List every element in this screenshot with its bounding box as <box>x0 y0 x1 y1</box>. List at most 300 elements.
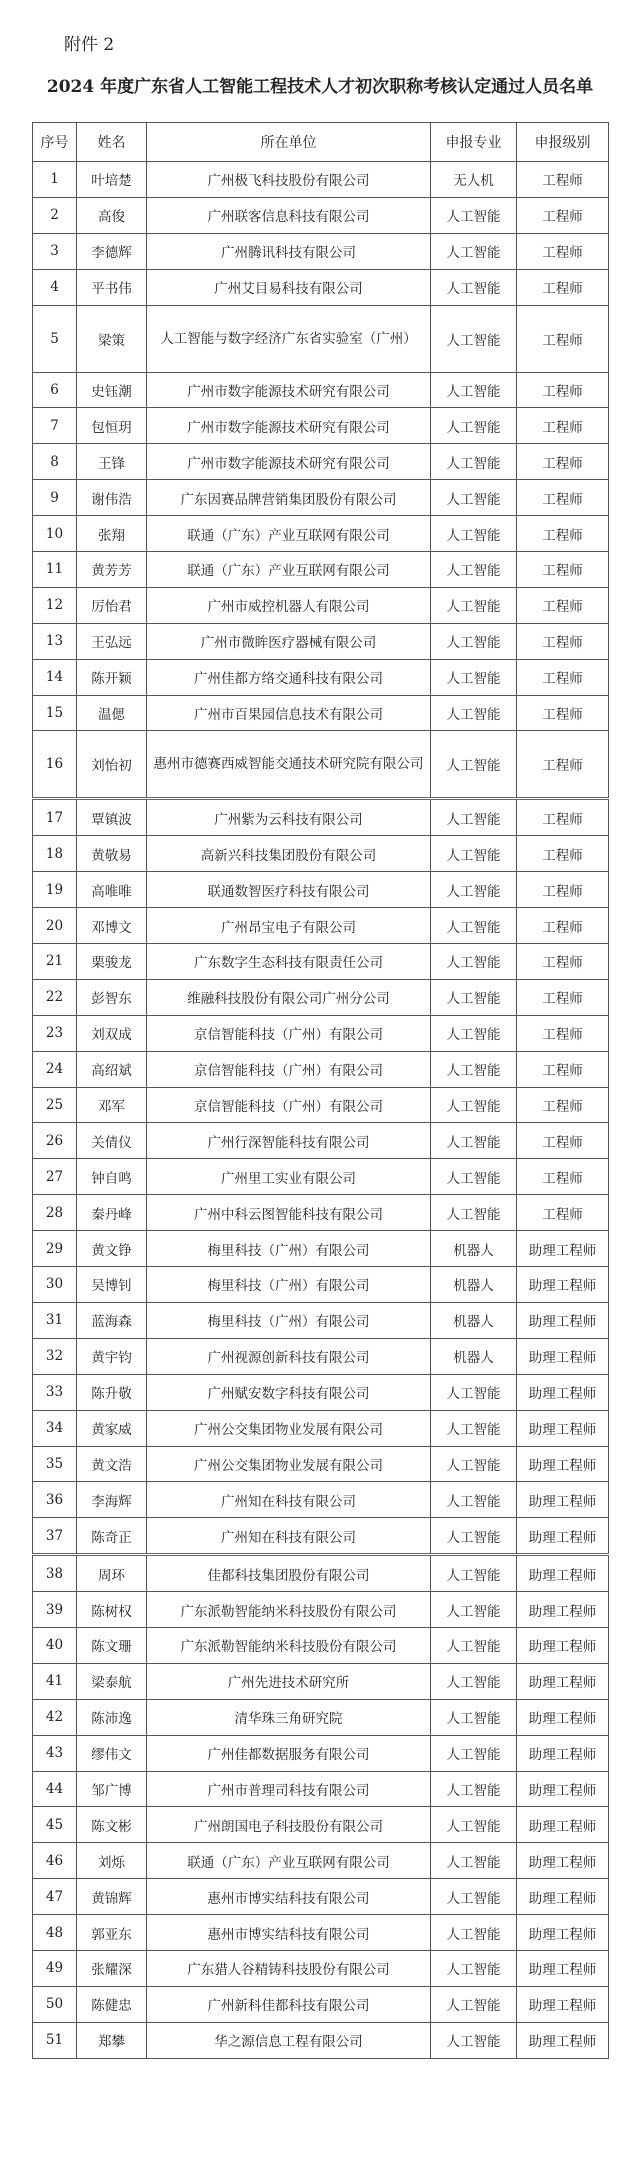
cell-level: 助理工程师 <box>517 1555 609 1592</box>
cell-index: 12 <box>33 587 77 623</box>
table-row <box>33 1123 609 1159</box>
table-row <box>33 979 609 1015</box>
cell-index: 39 <box>33 1592 77 1628</box>
cell-index: 20 <box>33 908 77 944</box>
cell-specialty: 人工智能 <box>431 1195 517 1231</box>
cell-name: 吴博钊 <box>77 1267 147 1303</box>
cell-index: 50 <box>33 1986 77 2022</box>
cell-level: 工程师 <box>517 1159 609 1195</box>
table-row <box>33 587 609 623</box>
cell-level: 助理工程师 <box>517 1771 609 1807</box>
cell-unit: 广州佳都方络交通科技有限公司 <box>147 659 431 695</box>
cell-index: 21 <box>33 944 77 980</box>
cell-specialty: 人工智能 <box>431 1159 517 1195</box>
table-row <box>33 197 609 233</box>
cell-unit: 广州公交集团物业发展有限公司 <box>147 1410 431 1446</box>
table-row <box>33 1950 609 1986</box>
table-row <box>33 1267 609 1303</box>
cell-specialty: 人工智能 <box>431 908 517 944</box>
cell-index: 34 <box>33 1410 77 1446</box>
cell-unit: 广州市数字能源技术研究有限公司 <box>147 444 431 480</box>
table-row <box>33 1231 609 1267</box>
table-row <box>33 836 609 872</box>
table-row <box>33 552 609 588</box>
cell-name: 史钰潮 <box>77 372 147 408</box>
header-unit: 所在单位 <box>147 123 431 162</box>
cell-specialty: 人工智能 <box>431 1771 517 1807</box>
cell-level: 工程师 <box>517 659 609 695</box>
cell-unit: 广州市数字能源技术研究有限公司 <box>147 408 431 444</box>
cell-specialty: 人工智能 <box>431 659 517 695</box>
cell-level: 工程师 <box>517 233 609 269</box>
cell-specialty: 人工智能 <box>431 872 517 908</box>
cell-name: 刘双成 <box>77 1015 147 1051</box>
cell-unit: 广州中科云图智能科技有限公司 <box>147 1195 431 1231</box>
cell-level: 工程师 <box>517 197 609 233</box>
cell-unit: 广东派勒智能纳米科技股份有限公司 <box>147 1592 431 1628</box>
cell-specialty: 人工智能 <box>431 552 517 588</box>
cell-level: 助理工程师 <box>517 1410 609 1446</box>
cell-unit: 广州紫为云科技有限公司 <box>147 799 431 836</box>
cell-index: 26 <box>33 1123 77 1159</box>
cell-name: 彭智东 <box>77 979 147 1015</box>
table-row <box>33 1627 609 1663</box>
table-row <box>33 1015 609 1051</box>
document-title: 2024 年度广东省人工智能工程技术人才初次职称考核认定通过人员名单 <box>46 77 594 97</box>
cell-name: 钟自鸣 <box>77 1159 147 1195</box>
table-row <box>33 1482 609 1518</box>
header-name: 姓名 <box>77 123 147 162</box>
cell-name: 黄锦辉 <box>77 1879 147 1915</box>
cell-unit: 京信智能科技（广州）有限公司 <box>147 1015 431 1051</box>
cell-level: 助理工程师 <box>517 1231 609 1267</box>
cell-specialty: 人工智能 <box>431 2022 517 2058</box>
cell-name: 陈健忠 <box>77 1986 147 2022</box>
cell-specialty: 机器人 <box>431 1338 517 1374</box>
cell-index: 25 <box>33 1087 77 1123</box>
cell-unit: 华之源信息工程有限公司 <box>147 2022 431 2058</box>
cell-level: 助理工程师 <box>517 1267 609 1303</box>
table-row <box>33 1879 609 1915</box>
cell-index: 19 <box>33 872 77 908</box>
cell-unit: 广州赋安数字科技有限公司 <box>147 1374 431 1410</box>
cell-unit: 梅里科技（广州）有限公司 <box>147 1302 431 1338</box>
cell-level: 工程师 <box>517 480 609 516</box>
cell-index: 6 <box>33 372 77 408</box>
cell-unit: 广州昂宝电子有限公司 <box>147 908 431 944</box>
table-row <box>33 799 609 836</box>
table-row <box>33 408 609 444</box>
table-row <box>33 1087 609 1123</box>
cell-unit: 高新兴科技集团股份有限公司 <box>147 836 431 872</box>
cell-specialty: 人工智能 <box>431 1627 517 1663</box>
cell-specialty: 人工智能 <box>431 587 517 623</box>
cell-unit: 广东派勒智能纳米科技股份有限公司 <box>147 1627 431 1663</box>
cell-specialty: 人工智能 <box>431 731 517 799</box>
cell-unit: 京信智能科技（广州）有限公司 <box>147 1087 431 1123</box>
cell-level: 助理工程师 <box>517 1482 609 1518</box>
cell-index: 23 <box>33 1015 77 1051</box>
cell-specialty: 人工智能 <box>431 480 517 516</box>
cell-specialty: 人工智能 <box>431 233 517 269</box>
cell-level: 助理工程师 <box>517 1446 609 1482</box>
cell-index: 35 <box>33 1446 77 1482</box>
cell-level: 工程师 <box>517 444 609 480</box>
table-row <box>33 1986 609 2022</box>
cell-unit: 广州行深智能科技有限公司 <box>147 1123 431 1159</box>
cell-name: 平书伟 <box>77 269 147 305</box>
cell-name: 谢伟浩 <box>77 480 147 516</box>
cell-index: 44 <box>33 1771 77 1807</box>
cell-index: 42 <box>33 1699 77 1735</box>
cell-name: 陈文珊 <box>77 1627 147 1663</box>
cell-level: 工程师 <box>517 1195 609 1231</box>
cell-index: 24 <box>33 1051 77 1087</box>
cell-level: 助理工程师 <box>517 1338 609 1374</box>
cell-unit: 广州里工实业有限公司 <box>147 1159 431 1195</box>
cell-unit: 惠州市德赛西威智能交通技术研究院有限公司 <box>147 731 431 799</box>
cell-unit: 清华珠三角研究院 <box>147 1699 431 1735</box>
cell-specialty: 人工智能 <box>431 1482 517 1518</box>
cell-unit: 广州视源创新科技有限公司 <box>147 1338 431 1374</box>
cell-specialty: 人工智能 <box>431 836 517 872</box>
cell-level: 助理工程师 <box>517 2022 609 2058</box>
cell-specialty: 人工智能 <box>431 944 517 980</box>
cell-name: 温偲 <box>77 695 147 731</box>
cell-name: 邓博文 <box>77 908 147 944</box>
cell-specialty: 人工智能 <box>431 1699 517 1735</box>
table-row <box>33 1374 609 1410</box>
cell-name: 黄家威 <box>77 1410 147 1446</box>
table-row <box>33 944 609 980</box>
cell-unit: 广州先进技术研究所 <box>147 1663 431 1699</box>
cell-index: 51 <box>33 2022 77 2058</box>
cell-index: 32 <box>33 1338 77 1374</box>
table-row <box>33 1518 609 1555</box>
cell-level: 工程师 <box>517 587 609 623</box>
cell-specialty: 人工智能 <box>431 1592 517 1628</box>
table-row <box>33 1302 609 1338</box>
cell-specialty: 人工智能 <box>431 444 517 480</box>
cell-index: 38 <box>33 1555 77 1592</box>
cell-name: 秦丹峰 <box>77 1195 147 1231</box>
table-row <box>33 1159 609 1195</box>
cell-name: 郭亚东 <box>77 1915 147 1951</box>
personnel-table <box>32 122 609 2059</box>
cell-index: 36 <box>33 1482 77 1518</box>
cell-unit: 广东猎人谷精铸科技股份有限公司 <box>147 1950 431 1986</box>
cell-index: 41 <box>33 1663 77 1699</box>
cell-name: 梁泰航 <box>77 1663 147 1699</box>
cell-specialty: 人工智能 <box>431 1663 517 1699</box>
cell-name: 关倩仪 <box>77 1123 147 1159</box>
cell-index: 14 <box>33 659 77 695</box>
cell-name: 周环 <box>77 1555 147 1592</box>
cell-name: 李德辉 <box>77 233 147 269</box>
cell-name: 高俊 <box>77 197 147 233</box>
cell-level: 助理工程师 <box>517 1807 609 1843</box>
table-row <box>33 444 609 480</box>
cell-specialty: 人工智能 <box>431 1555 517 1592</box>
table-row <box>33 1771 609 1807</box>
cell-index: 10 <box>33 516 77 552</box>
cell-index: 40 <box>33 1627 77 1663</box>
cell-level: 助理工程师 <box>517 1663 609 1699</box>
table-row <box>33 1195 609 1231</box>
cell-name: 高绍斌 <box>77 1051 147 1087</box>
cell-level: 工程师 <box>517 908 609 944</box>
cell-specialty: 人工智能 <box>431 305 517 372</box>
table-row <box>33 872 609 908</box>
table-row <box>33 1446 609 1482</box>
cell-unit: 惠州市博实结科技有限公司 <box>147 1915 431 1951</box>
cell-index: 33 <box>33 1374 77 1410</box>
cell-unit: 广州朗国电子科技股份有限公司 <box>147 1807 431 1843</box>
cell-name: 张耀深 <box>77 1950 147 1986</box>
table-row <box>33 269 609 305</box>
cell-name: 高唯唯 <box>77 872 147 908</box>
cell-level: 助理工程师 <box>517 1950 609 1986</box>
table-row <box>33 731 609 799</box>
cell-name: 黄文铮 <box>77 1231 147 1267</box>
cell-index: 9 <box>33 480 77 516</box>
cell-index: 30 <box>33 1267 77 1303</box>
cell-specialty: 无人机 <box>431 162 517 198</box>
cell-level: 工程师 <box>517 1087 609 1123</box>
cell-index: 22 <box>33 979 77 1015</box>
table-header-row <box>33 123 609 162</box>
cell-name: 蓝海森 <box>77 1302 147 1338</box>
cell-specialty: 人工智能 <box>431 1015 517 1051</box>
cell-level: 工程师 <box>517 979 609 1015</box>
cell-index: 15 <box>33 695 77 731</box>
cell-specialty: 人工智能 <box>431 372 517 408</box>
cell-name: 包恒玥 <box>77 408 147 444</box>
cell-level: 工程师 <box>517 799 609 836</box>
cell-name: 陈升敬 <box>77 1374 147 1410</box>
cell-index: 29 <box>33 1231 77 1267</box>
cell-unit: 广东因赛品牌营销集团股份有限公司 <box>147 480 431 516</box>
cell-name: 黄文浩 <box>77 1446 147 1482</box>
cell-level: 工程师 <box>517 372 609 408</box>
cell-unit: 惠州市博实结科技有限公司 <box>147 1879 431 1915</box>
cell-unit: 京信智能科技（广州）有限公司 <box>147 1051 431 1087</box>
cell-unit: 广州公交集团物业发展有限公司 <box>147 1446 431 1482</box>
cell-unit: 广州腾讯科技有限公司 <box>147 233 431 269</box>
cell-specialty: 人工智能 <box>431 197 517 233</box>
cell-unit: 广州佳都数据服务有限公司 <box>147 1735 431 1771</box>
cell-name: 黄敬易 <box>77 836 147 872</box>
table-row <box>33 162 609 198</box>
cell-specialty: 人工智能 <box>431 1087 517 1123</box>
table-row <box>33 1843 609 1879</box>
cell-level: 工程师 <box>517 305 609 372</box>
cell-name: 刘烁 <box>77 1843 147 1879</box>
cell-unit: 广州知在科技有限公司 <box>147 1518 431 1555</box>
cell-unit: 联通（广东）产业互联网有限公司 <box>147 552 431 588</box>
cell-specialty: 人工智能 <box>431 623 517 659</box>
table-row <box>33 1807 609 1843</box>
cell-unit: 联通数智医疗科技有限公司 <box>147 872 431 908</box>
cell-level: 工程师 <box>517 623 609 659</box>
cell-level: 工程师 <box>517 1015 609 1051</box>
cell-index: 28 <box>33 1195 77 1231</box>
table-row <box>33 1555 609 1592</box>
cell-level: 助理工程师 <box>517 1518 609 1555</box>
cell-level: 工程师 <box>517 269 609 305</box>
cell-specialty: 人工智能 <box>431 1950 517 1986</box>
cell-level: 助理工程师 <box>517 1627 609 1663</box>
cell-name: 覃镇波 <box>77 799 147 836</box>
cell-index: 1 <box>33 162 77 198</box>
cell-index: 48 <box>33 1915 77 1951</box>
cell-unit: 佳都科技集团股份有限公司 <box>147 1555 431 1592</box>
cell-unit: 广州知在科技有限公司 <box>147 1482 431 1518</box>
cell-name: 黄芳芳 <box>77 552 147 588</box>
cell-specialty: 人工智能 <box>431 1986 517 2022</box>
cell-unit: 梅里科技（广州）有限公司 <box>147 1231 431 1267</box>
cell-level: 助理工程师 <box>517 1915 609 1951</box>
cell-index: 18 <box>33 836 77 872</box>
table-row <box>33 1915 609 1951</box>
cell-specialty: 人工智能 <box>431 1843 517 1879</box>
table-row <box>33 908 609 944</box>
cell-index: 46 <box>33 1843 77 1879</box>
cell-index: 7 <box>33 408 77 444</box>
table-row <box>33 1663 609 1699</box>
cell-unit: 广东数字生态科技有限责任公司 <box>147 944 431 980</box>
cell-index: 4 <box>33 269 77 305</box>
cell-level: 工程师 <box>517 1123 609 1159</box>
cell-level: 助理工程师 <box>517 1302 609 1338</box>
cell-index: 45 <box>33 1807 77 1843</box>
cell-level: 工程师 <box>517 695 609 731</box>
table-row <box>33 1592 609 1628</box>
cell-level: 工程师 <box>517 408 609 444</box>
cell-index: 8 <box>33 444 77 480</box>
table-row <box>33 305 609 372</box>
cell-specialty: 人工智能 <box>431 408 517 444</box>
table-row <box>33 516 609 552</box>
cell-level: 助理工程师 <box>517 1699 609 1735</box>
cell-name: 陈沛逸 <box>77 1699 147 1735</box>
cell-name: 张翔 <box>77 516 147 552</box>
cell-specialty: 人工智能 <box>431 269 517 305</box>
cell-index: 11 <box>33 552 77 588</box>
cell-specialty: 机器人 <box>431 1231 517 1267</box>
cell-index: 16 <box>33 731 77 799</box>
cell-unit: 联通（广东）产业互联网有限公司 <box>147 1843 431 1879</box>
cell-specialty: 机器人 <box>431 1302 517 1338</box>
cell-unit: 人工智能与数字经济广东省实验室（广州） <box>147 305 431 372</box>
header-index: 序号 <box>33 123 77 162</box>
table-row <box>33 659 609 695</box>
cell-unit: 梅里科技（广州）有限公司 <box>147 1267 431 1303</box>
cell-name: 邹广博 <box>77 1771 147 1807</box>
cell-level: 助理工程师 <box>517 1735 609 1771</box>
cell-index: 13 <box>33 623 77 659</box>
cell-index: 27 <box>33 1159 77 1195</box>
cell-name: 梁策 <box>77 305 147 372</box>
cell-unit: 广州新科佳都科技有限公司 <box>147 1986 431 2022</box>
cell-specialty: 人工智能 <box>431 516 517 552</box>
cell-level: 工程师 <box>517 516 609 552</box>
cell-index: 43 <box>33 1735 77 1771</box>
table-row <box>33 623 609 659</box>
cell-name: 厉怡君 <box>77 587 147 623</box>
cell-unit: 联通（广东）产业互联网有限公司 <box>147 516 431 552</box>
cell-specialty: 人工智能 <box>431 1123 517 1159</box>
cell-index: 37 <box>33 1518 77 1555</box>
header-level: 申报级别 <box>517 123 609 162</box>
cell-specialty: 人工智能 <box>431 1410 517 1446</box>
header-specialty: 申报专业 <box>431 123 517 162</box>
cell-unit: 广州联客信息科技有限公司 <box>147 197 431 233</box>
cell-level: 工程师 <box>517 162 609 198</box>
cell-index: 49 <box>33 1950 77 1986</box>
cell-name: 王锋 <box>77 444 147 480</box>
cell-index: 17 <box>33 799 77 836</box>
cell-specialty: 人工智能 <box>431 1051 517 1087</box>
cell-specialty: 人工智能 <box>431 1879 517 1915</box>
cell-level: 工程师 <box>517 836 609 872</box>
table-row <box>33 1338 609 1374</box>
cell-name: 陈文彬 <box>77 1807 147 1843</box>
cell-unit: 广州极飞科技股份有限公司 <box>147 162 431 198</box>
cell-unit: 广州市普理司科技有限公司 <box>147 1771 431 1807</box>
cell-level: 助理工程师 <box>517 1879 609 1915</box>
cell-index: 31 <box>33 1302 77 1338</box>
cell-unit: 广州市威控机器人有限公司 <box>147 587 431 623</box>
cell-specialty: 人工智能 <box>431 695 517 731</box>
cell-name: 陈开颖 <box>77 659 147 695</box>
cell-name: 邓军 <box>77 1087 147 1123</box>
cell-index: 3 <box>33 233 77 269</box>
cell-specialty: 人工智能 <box>431 1518 517 1555</box>
cell-name: 栗骏龙 <box>77 944 147 980</box>
cell-level: 助理工程师 <box>517 1986 609 2022</box>
cell-name: 黄宇钧 <box>77 1338 147 1374</box>
table-row <box>33 695 609 731</box>
cell-specialty: 人工智能 <box>431 1735 517 1771</box>
cell-name: 郑攀 <box>77 2022 147 2058</box>
cell-specialty: 人工智能 <box>431 1915 517 1951</box>
table-row <box>33 1410 609 1446</box>
cell-level: 助理工程师 <box>517 1843 609 1879</box>
cell-name: 刘怡初 <box>77 731 147 799</box>
cell-index: 47 <box>33 1879 77 1915</box>
cell-level: 工程师 <box>517 872 609 908</box>
table-row <box>33 1051 609 1087</box>
cell-specialty: 人工智能 <box>431 799 517 836</box>
cell-specialty: 人工智能 <box>431 979 517 1015</box>
cell-level: 工程师 <box>517 552 609 588</box>
cell-level: 助理工程师 <box>517 1592 609 1628</box>
cell-level: 工程师 <box>517 1051 609 1087</box>
table-row <box>33 372 609 408</box>
cell-level: 工程师 <box>517 731 609 799</box>
table-row <box>33 1699 609 1735</box>
cell-specialty: 人工智能 <box>431 1374 517 1410</box>
table-body <box>33 162 609 2059</box>
cell-specialty: 机器人 <box>431 1267 517 1303</box>
cell-index: 5 <box>33 305 77 372</box>
table-row <box>33 2022 609 2058</box>
cell-index: 2 <box>33 197 77 233</box>
cell-specialty: 人工智能 <box>431 1807 517 1843</box>
cell-name: 缪伟文 <box>77 1735 147 1771</box>
cell-unit: 广州市百果园信息技术有限公司 <box>147 695 431 731</box>
